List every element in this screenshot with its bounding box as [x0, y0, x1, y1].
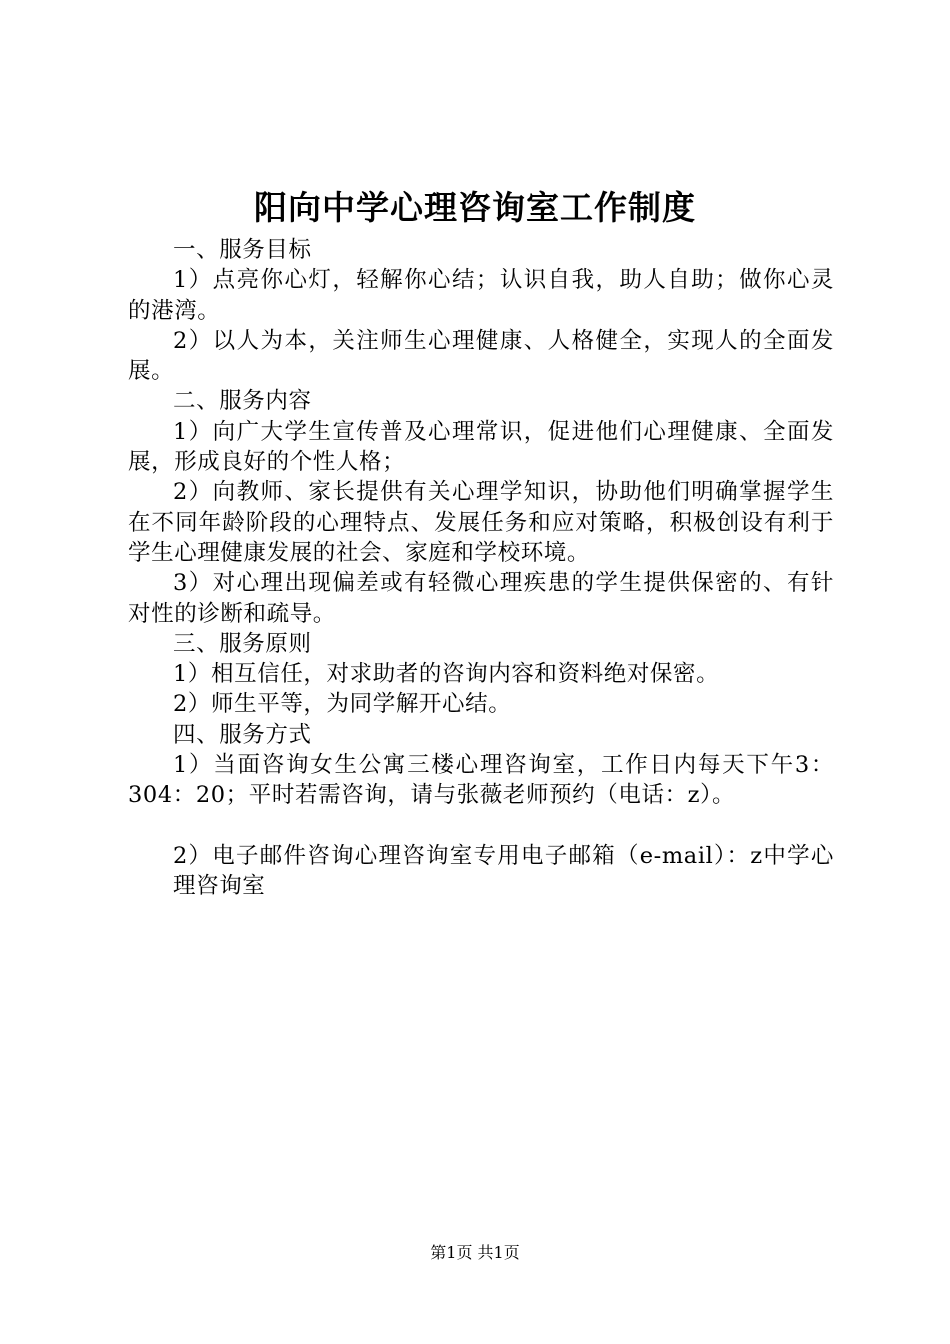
document-body: [128, 235, 834, 901]
paragraph-method-1: 1）当面咨询女生公寓三楼心理咨询室，工作日内每天下午3：304：20；平时若需咨询，请与张薇老师预约（电话：z）。: [128, 752, 834, 809]
paragraph-principle-2: 2）师生平等，为同学解开心结。: [173, 691, 512, 718]
paragraph-method-2: 2）电子邮件咨询心理咨询室专用电子邮箱（e-mail）：z中学心理咨询室: [173, 842, 834, 899]
page-footer: 第1页 共1页: [430, 1243, 520, 1262]
section-heading-service-content: 二、服务内容: [173, 388, 312, 415]
paragraph-content-2: 2）向教师、家长提供有关心理学知识，协助他们明确掌握学生在不同年龄阶段的心理特点、发展任务和应对策略，积极创设有利于学生心理健康发展的社会、家庭和学校环境。: [128, 479, 834, 566]
section-heading-service-principles: 三、服务原则: [173, 630, 312, 657]
section-heading-service-goals: 一、服务目标: [173, 237, 312, 263]
document-title: 阳向中学心理咨询室工作制度: [254, 188, 696, 227]
section-heading-service-methods: 四、服务方式: [173, 721, 312, 748]
paragraph-principle-1: 1）相互信任，对求助者的咨询内容和资料绝对保密。: [173, 661, 720, 688]
paragraph-content-3: 3）对心理出现偏差或有轻微心理疾患的学生提供保密的、有针对性的诊断和疏导。: [128, 570, 834, 627]
paragraph-goal-2: 2）以人为本，关注师生心理健康、人格健全，实现人的全面发展。: [128, 327, 834, 385]
paragraph-content-1: 1）向广大学生宣传普及心理常识，促进他们心理健康、全面发展，形成良好的个性人格；: [128, 418, 834, 476]
paragraph-goal-1: 1）点亮你心灯，轻解你心结；认识自我，助人自助；做你心灵的港湾。: [128, 267, 834, 324]
